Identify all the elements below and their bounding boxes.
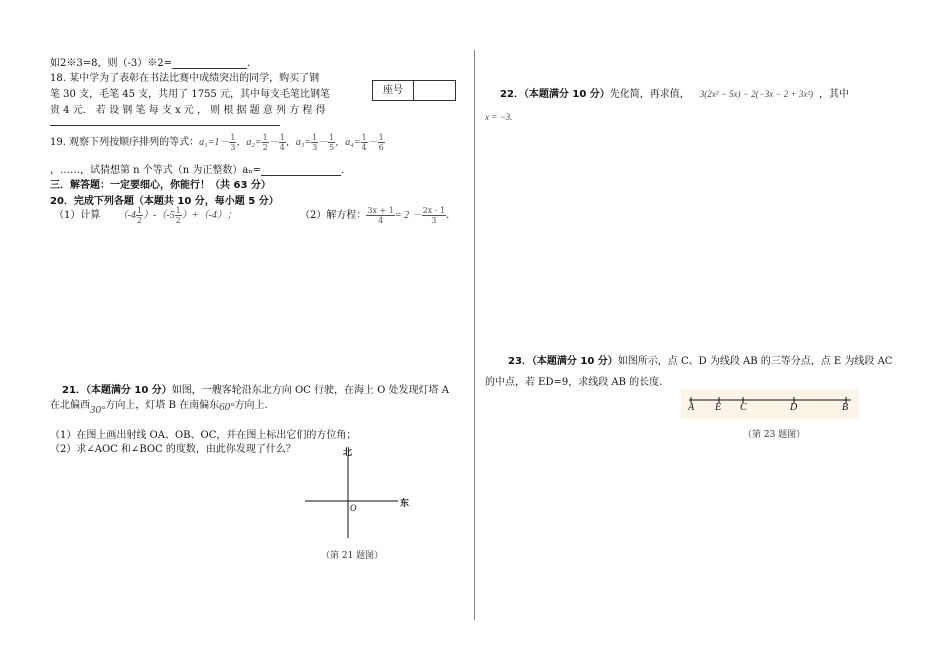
q23-line1: 23．（本题满分 10 分）如图所示，点 C、D 为线段 AB 的三等分点，点 E 为线段 AC bbox=[508, 356, 893, 367]
section-3-heading: 三．解答题：一定要细心，你能行！（共 63 分） bbox=[50, 180, 271, 191]
q22-line1: 22．（本题满分 10 分）先化简，再求值， 3(2x² − 5x) − 2(−3x − 2 + 3x²) ，其中 bbox=[500, 89, 850, 100]
fraction: $\frac{1}{2}$ bbox=[136, 206, 142, 225]
q23-caption: （第 23 题图） bbox=[743, 430, 806, 440]
point-C: C bbox=[740, 402, 747, 413]
q20-title: 20．完成下列各题（本题共 10 分，每小题 5 分） bbox=[50, 196, 279, 207]
fraction: $\frac{1}{2}$ bbox=[262, 133, 268, 152]
column-divider bbox=[474, 50, 475, 620]
q18-line3: 贵 4 元． 若 设 钢 笔 每 支 x 元 ， 则 根 据 题 意 列 方 程 得 bbox=[50, 105, 326, 116]
q23-line2: 的中点，若 ED=9，求线段 AB 的长度. bbox=[485, 377, 663, 388]
fraction: $\frac{1}{6}$ bbox=[378, 133, 384, 152]
q22-line2: x = −3. bbox=[485, 112, 513, 122]
q23-title: 23．（本题满分 10 分） bbox=[508, 356, 618, 367]
fraction: $\frac{1}{4}$ bbox=[279, 133, 285, 152]
q17-tail: 如2※3=8，则（-3）※2= . bbox=[50, 58, 251, 69]
q21-title: 21．（本题满分 10 分） bbox=[62, 385, 172, 396]
q19-line2: ，……，试猜想第 n 个等式（n 为正整数）aₙ= . bbox=[50, 165, 345, 176]
seat-label: 座号 bbox=[373, 81, 414, 100]
q19-answer-blank[interactable] bbox=[261, 166, 341, 176]
north-label: 北 bbox=[343, 448, 353, 458]
fraction: $\frac{1}{5}$ bbox=[329, 133, 335, 152]
q21-line2: 在北偏西30°方向上，灯塔 B 在南偏东60°方向上. bbox=[50, 400, 268, 416]
fraction: $\frac{1}{4}$ bbox=[361, 133, 367, 152]
point-E: E bbox=[715, 402, 722, 413]
q23-segment-figure bbox=[681, 389, 859, 419]
point-D: D bbox=[790, 402, 798, 413]
q21-sub2: （2）求∠AOC 和∠BOC 的度数，由此你发现了什么？ bbox=[50, 444, 296, 455]
q18-answer-blank[interactable] bbox=[50, 116, 280, 126]
q18-line1: 18. 某中学为了表彰在书法比赛中成绩突出的同学，购买了钢 bbox=[50, 73, 320, 84]
fraction: $\frac{1}{3}$ bbox=[230, 133, 236, 152]
fraction: $\frac{3x + 1}{4}$ bbox=[367, 206, 394, 225]
fraction: $\frac{2x - 1}{3}$ bbox=[422, 206, 446, 225]
fraction: $\frac{1}{3}$ bbox=[312, 133, 318, 152]
q21-compass-figure bbox=[300, 443, 420, 543]
point-A: A bbox=[688, 402, 695, 413]
point-B: B bbox=[842, 402, 849, 413]
q20-1: （1）计算 （-4 $\frac{1}{2}$ ）-（-5 $\frac{1}{2}$ ）+（-4）； bbox=[54, 206, 237, 225]
q20-2: （2）解方程： $\frac{3x + 1}{4}$ = 2 － $\frac{2x - 1}{3}$ . bbox=[300, 206, 450, 225]
q19-prefix: 19. 观察下列按顺序排列的等式： bbox=[50, 137, 200, 148]
q22-title: 22．（本题满分 10 分） bbox=[500, 89, 610, 100]
q17-answer-blank[interactable] bbox=[172, 59, 247, 69]
origin-label: O bbox=[350, 503, 357, 513]
q22-expression: 3(2x² − 5x) − 2(−3x − 2 + 3x²) bbox=[699, 89, 814, 99]
seat-input[interactable] bbox=[414, 81, 455, 100]
q19-line1: 19. 观察下列按顺序排列的等式：a₁=1－ $\frac{1}{3}$ ，a₂= $\frac{1}{2}$ － $\frac{1}{4}$ ，a₃= $\frac{1}{3}$ － $\frac{1}{5}$ ，a₄= $\frac{1}{4}$ － $\frac{1}{6}$ bbox=[50, 133, 384, 152]
fraction: $\frac{1}{2}$ bbox=[175, 206, 181, 225]
q18-line2: 笔 30 支，毛笔 45 支，共用了 1755 元，其中每支毛笔比钢笔 bbox=[50, 89, 330, 100]
q17-text: 如2※3=8，则（-3）※2= bbox=[50, 58, 172, 69]
q21-caption: （第 21 题图） bbox=[321, 551, 384, 561]
seat-number-box bbox=[372, 80, 456, 101]
q21-line1: 21．（本题满分 10 分）如图，一艘客轮沿东北方向 OC 行驶，在海上 O 处发现灯塔 A bbox=[62, 385, 449, 396]
q21-sub1: （1）在图上画出射线 OA、OB、OC，并在图上标出它们的方位角； bbox=[50, 430, 357, 441]
east-label: 东 bbox=[400, 499, 410, 509]
